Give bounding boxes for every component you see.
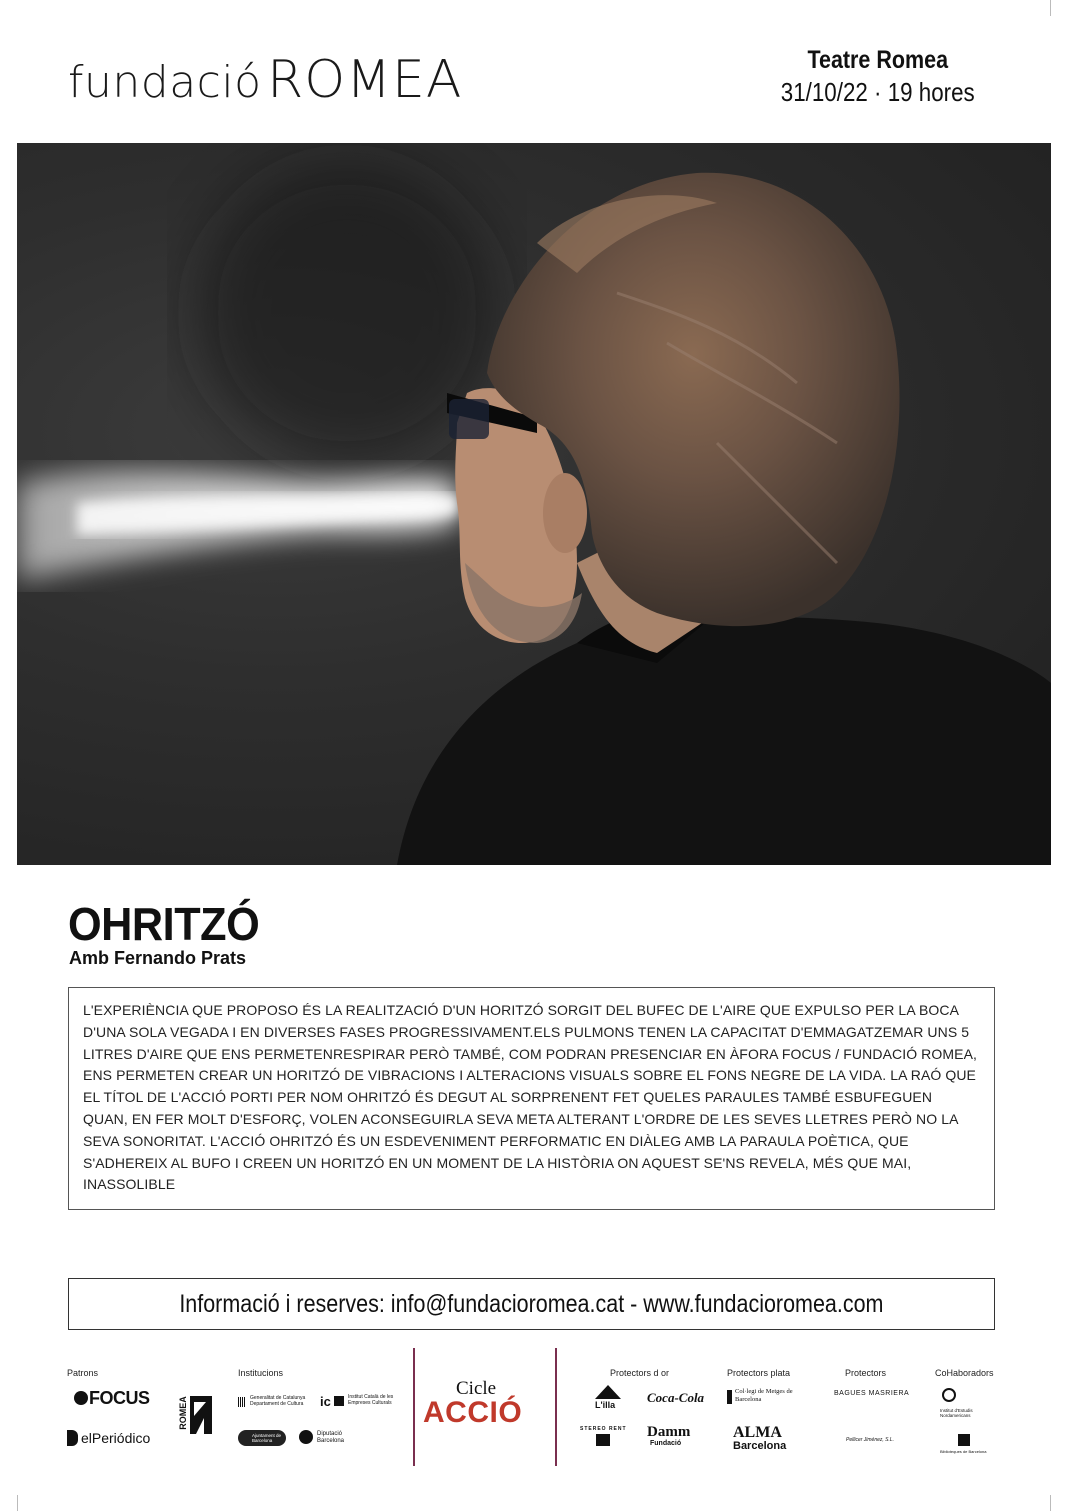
icec-mark-icon: ic [320,1394,331,1409]
label-institucions: Institucions [238,1368,284,1378]
bagues-text: BAGUES MASRIERA [834,1390,910,1397]
stereo-text: STEREO RENT [580,1426,627,1432]
brand-logo [68,50,462,110]
norteamericano-text: Institut d'Estudis Nordamericans [940,1408,973,1418]
romea-text: ROMEA [177,1396,188,1430]
label-patrons: Patrons [67,1368,99,1378]
metges-text: Col·legi de Metges de Barcelona [735,1388,793,1403]
pellicer-text: Pellicer Jiménez, S.L. [846,1437,895,1443]
biblioteques-logo [940,1434,992,1458]
cocacola-text: Coca-Cola [647,1390,705,1405]
hero-photo [17,143,1051,865]
venue-block [765,46,991,108]
info-box [68,1278,995,1330]
footer-divider [555,1348,557,1466]
metges-logo [727,1388,797,1408]
generalitat-text: Generalitat de Catalunya Departament de Cultura [250,1395,306,1407]
event-subtitle: Amb Fernando Prats [69,948,247,968]
generalitat-stripes-icon [238,1397,246,1407]
venue-name: Teatre Romea [806,46,948,74]
periodico-text: elPeriódico [81,1430,151,1446]
biblioteques-text: Biblioteques de Barcelona [940,1449,987,1454]
brand-prefix: fundació [68,57,262,108]
label-protectors-plata: Protectors plata [727,1368,791,1378]
periodico-logo [67,1428,157,1450]
icec-square-icon [334,1396,344,1406]
description-text: L'EXPERIÈNCIA QUE PROPOSO ÉS LA REALITZACIÓ D'UN HORITZÓ SORGIT DEL BUFEC DE L'AIRE QUE EXPULSO PER LA BOCA D'UNA SOLA VEGADA I EN DIVERSES FASES PROGRESSIVAMENT.ELS PULMONS TENEN LA CAPACITAT D'EMMAGATZEMAR UNS 5 LITRES D'AIRE QUE ENS PERMETENRESPIRAR PERÒ TAMBÉ, COM PODRAN PRESENCIAR EN ÀFORA FOCUS / FUNDACIÓ ROMEA, ENS PERMETEN CREAR UN HORITZÓ DE VIBRACIONS I ALTERACIONS VISUALS SOBRE EL FONS NEGRE DE LA VIDA. LA RAÓ QUE EL TÍTOL DE L'ACCIÓ PORTI PER NOM OHRITZÓ ÉS DEGUT AL SORPRENENT FET QUELES PARAULES TAMBÉ ESBUFEGUEN QUAN, EN FER MOLT D'ESFORÇ, VOLEN ACONSEGUIRLA SEVA META ALTERANT L'ORDRE DE LES SEVES LLETRES PERÒ NO LA SEVA SONORITAT. L'ACCIÓ OHRITZÓ ÉS UN ESDEVENIMENT PERFORMATIC EN DIÀLEG AMB LA PARAULA POÈTICA, QUE S'ADHEREIX AL BUFO I CREEN UN HORITZÓ EN UN MOMENT DE LA HISTÒRIA ON AQUEST SE'NS REVELA, MÉS QUE MAI, INASSOLIBLE [83,1002,978,1193]
ajuntament-text: Ajuntament de Barcelona [252,1433,282,1443]
label-protectors: Protectors [845,1368,887,1378]
periodico-mark-icon [67,1430,78,1446]
cicle-text: Cicle [456,1378,497,1399]
label-protectors-or: Protectors d or [610,1368,670,1378]
event-title: OHRITZÓ [68,898,260,950]
accio-text: ACCIÓ [423,1396,523,1429]
crop-mark [1050,1495,1051,1511]
stereo-mark-icon [596,1434,610,1446]
brand-main: ROMEA [267,50,463,110]
ajuntament-logo [238,1430,288,1446]
diputacio-text: Diputació Barcelona [317,1431,345,1444]
diputacio-circle-icon [299,1430,313,1444]
alma-sub-text: Barcelona [733,1440,787,1452]
info-text[interactable]: Informació i reserves: info@fundacioromea.cat - www.fundacioromea.com [179,1289,884,1318]
stereo-logo [580,1426,630,1454]
focus-text: FOCUS [89,1388,150,1408]
alma-text: ALMA [733,1424,782,1441]
alma-logo [733,1424,793,1454]
norteamericano-logo [940,1388,990,1428]
diputacio-logo [299,1430,359,1446]
crop-mark [1050,0,1051,16]
damm-sub-text: Fundació [650,1440,682,1447]
romea-logo [176,1396,212,1434]
biblioteques-mark-icon [958,1434,970,1446]
generalitat-logo [238,1395,318,1413]
label-collaboradors: CoHaboradors [935,1368,994,1378]
crop-mark [17,1495,18,1511]
focus-logo [74,1388,154,1410]
description-box [68,987,995,1210]
event-datetime: 31/10/22 · 19 hores [780,77,975,107]
romea-mark-icon [190,1396,212,1434]
hero-photo-illustration [17,143,1051,865]
lilla-mark-icon [595,1385,621,1399]
lilla-text: L'illa [595,1400,616,1410]
focus-mark-icon [74,1391,88,1405]
icec-text: Institut Català de les Empreses Culturals [348,1394,394,1406]
damm-text: Damm [647,1424,691,1440]
damm-logo [647,1424,697,1450]
footer-divider [413,1348,415,1466]
norteamericano-circle-icon [942,1388,956,1402]
lilla-logo [592,1385,624,1413]
icec-logo [320,1394,402,1412]
metges-mark-icon [727,1390,732,1404]
